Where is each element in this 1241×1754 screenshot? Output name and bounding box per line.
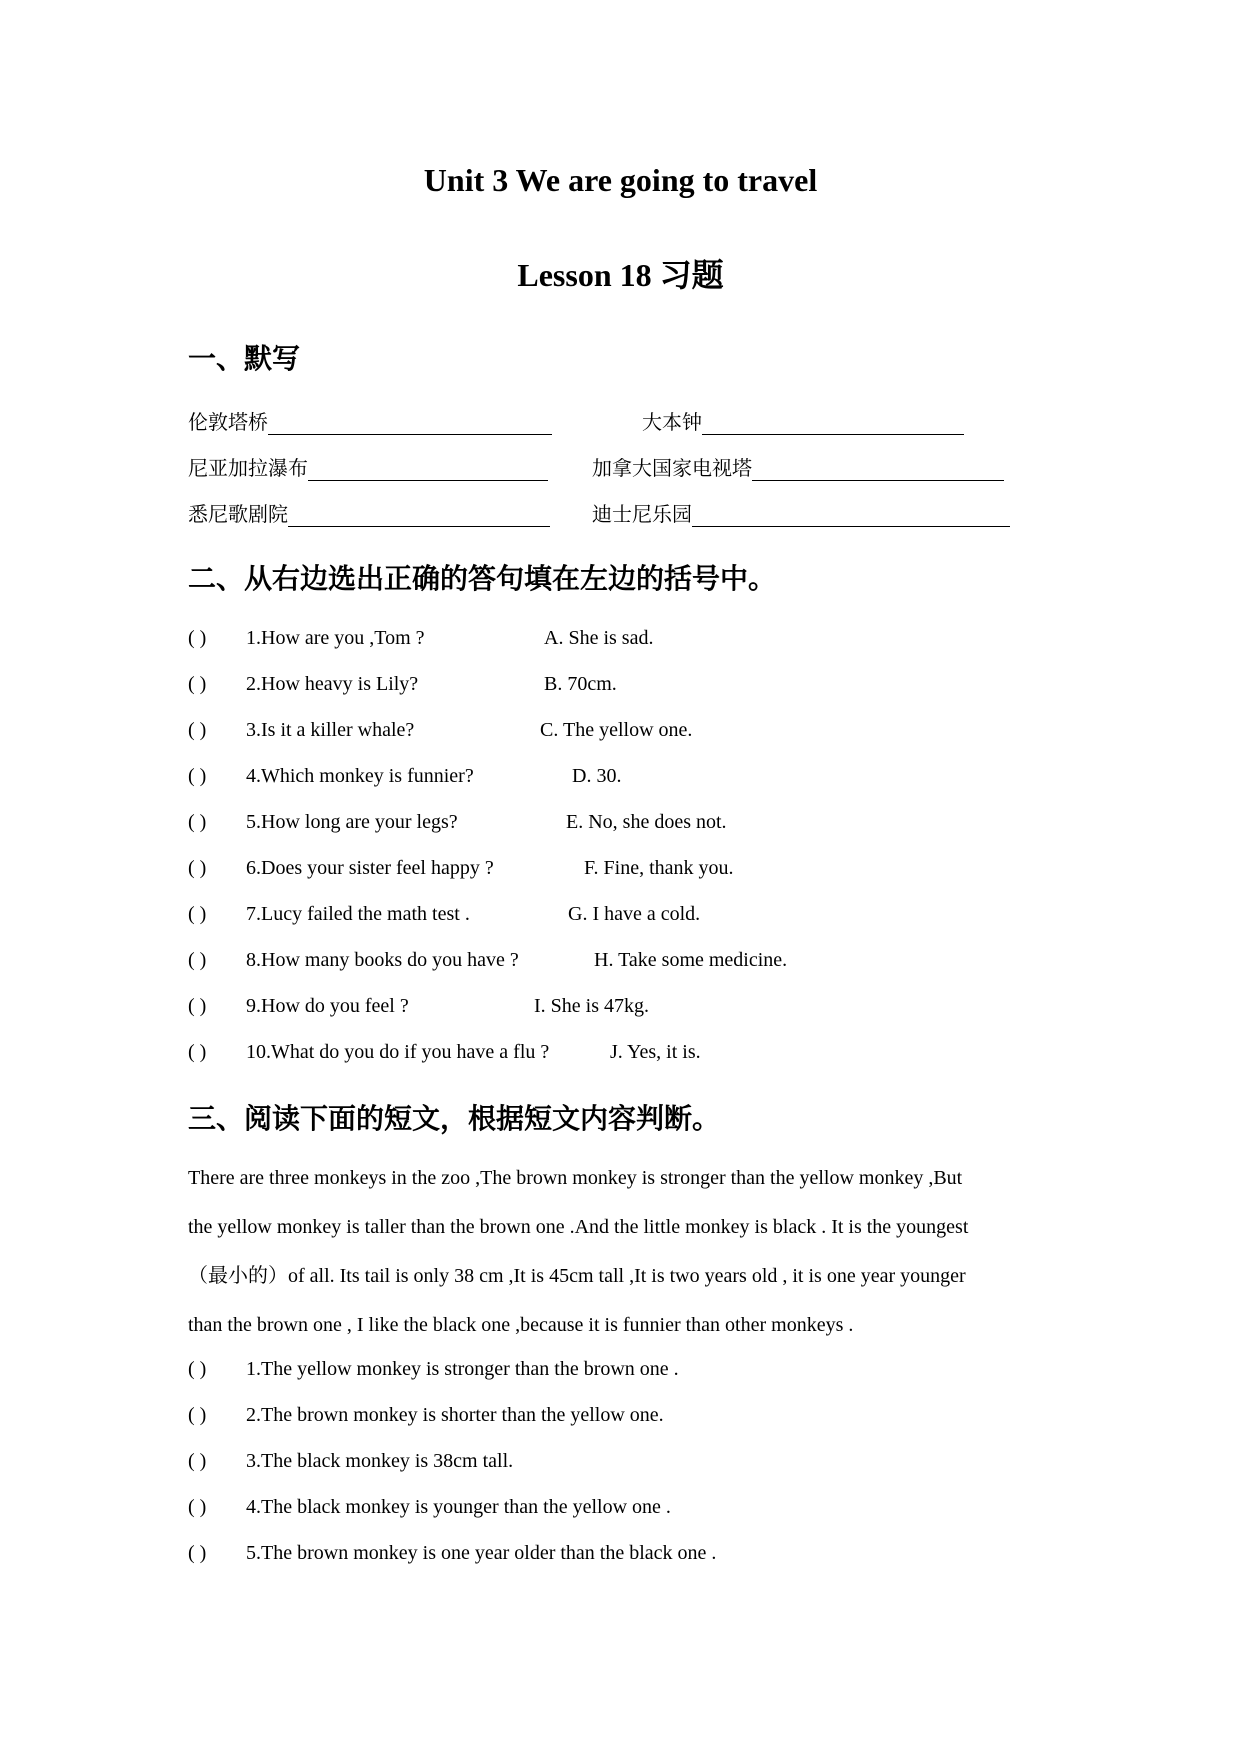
question-text: 6.Does your sister feel happy ?: [246, 857, 494, 879]
answer-parentheses[interactable]: ( ): [188, 857, 207, 879]
section-matching-heading: 二、从右边选出正确的答句填在左边的括号中。: [188, 562, 777, 595]
question-text: 8.How many books do you have ?: [246, 949, 519, 971]
unit-title: Unit 3 We are going to travel: [423, 162, 818, 198]
question-row: [188, 627, 425, 650]
answer-parentheses[interactable]: ( ): [188, 995, 207, 1017]
answer-option: A. She is sad.: [544, 627, 654, 649]
dictation-label: 大本钟: [642, 410, 702, 434]
dictation-label: 加拿大国家电视塔: [592, 456, 752, 480]
answer-option: B. 70cm.: [544, 673, 617, 695]
answer-option: C. The yellow one.: [540, 719, 693, 741]
question-row: [188, 673, 418, 696]
dictation-label: 迪士尼乐园: [592, 502, 692, 526]
question-text: 1.How are you ,Tom ?: [246, 627, 425, 649]
answer-parentheses[interactable]: ( ): [188, 1542, 207, 1564]
answer-blank[interactable]: [692, 506, 1010, 527]
passage-line: There are three monkeys in the zoo ,The brown monkey is stronger than the yellow monkey ,But: [188, 1167, 963, 1189]
answer-parentheses[interactable]: ( ): [188, 1450, 207, 1472]
answer-blank[interactable]: [268, 414, 552, 435]
passage-line: the yellow monkey is taller than the brown one .And the little monkey is black . It is the youngest: [188, 1216, 969, 1238]
dictation-label: 悉尼歌剧院: [188, 502, 288, 526]
answer-parentheses[interactable]: ( ): [188, 765, 207, 787]
statement-text: 3.The black monkey is 38cm tall.: [246, 1450, 514, 1472]
question-row: [188, 765, 474, 788]
answer-blank[interactable]: [288, 506, 550, 527]
question-row: [188, 903, 470, 926]
answer-parentheses[interactable]: ( ): [188, 1404, 207, 1426]
question-text: 4.Which monkey is funnier?: [246, 765, 474, 787]
answer-option: E. No, she does not.: [566, 811, 727, 833]
question-row: [188, 949, 519, 972]
question-text: 9.How do you feel ?: [246, 995, 409, 1017]
answer-parentheses[interactable]: ( ): [188, 627, 207, 649]
answer-parentheses[interactable]: ( ): [188, 673, 207, 695]
answer-parentheses[interactable]: ( ): [188, 811, 207, 833]
passage-line: （最小的）of all. Its tail is only 38 cm ,It is 45cm tall ,It is two years old , it is one year younger: [188, 1265, 966, 1287]
statement-text: 4.The black monkey is younger than the yellow one .: [246, 1496, 671, 1518]
answer-option: J. Yes, it is.: [610, 1041, 701, 1063]
answer-parentheses[interactable]: ( ): [188, 903, 207, 925]
statement-text: 1.The yellow monkey is stronger than the brown one .: [246, 1358, 679, 1380]
statement-row: [188, 1450, 513, 1473]
reading-passage: [188, 1154, 1068, 1350]
answer-blank[interactable]: [308, 460, 548, 481]
answer-parentheses[interactable]: ( ): [188, 1358, 207, 1380]
dictation-item: [592, 452, 1004, 481]
answer-parentheses[interactable]: ( ): [188, 719, 207, 741]
statement-text: 5.The brown monkey is one year older than the black one .: [246, 1542, 717, 1564]
question-text: 5.How long are your legs?: [246, 811, 458, 833]
answer-blank[interactable]: [752, 460, 1004, 481]
dictation-item: [642, 406, 964, 435]
answer-option: D. 30.: [572, 765, 622, 787]
answer-parentheses[interactable]: ( ): [188, 1496, 207, 1518]
section-dictation-heading: 一、默写: [188, 342, 301, 375]
statement-row: [188, 1542, 716, 1565]
statement-row: [188, 1358, 679, 1381]
question-text: 2.How heavy is Lily?: [246, 673, 419, 695]
question-row: [188, 857, 494, 880]
passage-line: than the brown one , I like the black one ,because it is funnier than other monkeys .: [188, 1314, 854, 1336]
statement-row: [188, 1404, 664, 1427]
dictation-item: [188, 406, 552, 435]
dictation-label: 伦敦塔桥: [188, 410, 268, 434]
question-row: [188, 1041, 549, 1064]
answer-option: F. Fine, thank you.: [584, 857, 734, 879]
statement-row: [188, 1496, 671, 1519]
section-reading-heading: 三、阅读下面的短文，根据短文内容判断。: [188, 1102, 721, 1135]
dictation-label: 尼亚加拉瀑布: [188, 456, 308, 480]
statement-text: 2.The brown monkey is shorter than the yellow one.: [246, 1404, 664, 1426]
question-text: 3.Is it a killer whale?: [246, 719, 415, 741]
question-text: 7.Lucy failed the math test .: [246, 903, 470, 925]
question-text: 10.What do you do if you have a flu ?: [246, 1041, 550, 1063]
dictation-item: [188, 498, 550, 527]
answer-option: H. Take some medicine.: [594, 949, 788, 971]
dictation-item: [592, 498, 1010, 527]
question-row: [188, 811, 458, 834]
answer-parentheses[interactable]: ( ): [188, 949, 207, 971]
question-row: [188, 719, 414, 742]
question-row: [188, 995, 409, 1018]
answer-option: I. She is 47kg.: [534, 995, 649, 1017]
lesson-title: Lesson 18 习题: [517, 257, 724, 293]
dictation-item: [188, 452, 548, 481]
answer-parentheses[interactable]: ( ): [188, 1041, 207, 1063]
answer-blank[interactable]: [702, 414, 964, 435]
answer-option: G. I have a cold.: [568, 903, 701, 925]
